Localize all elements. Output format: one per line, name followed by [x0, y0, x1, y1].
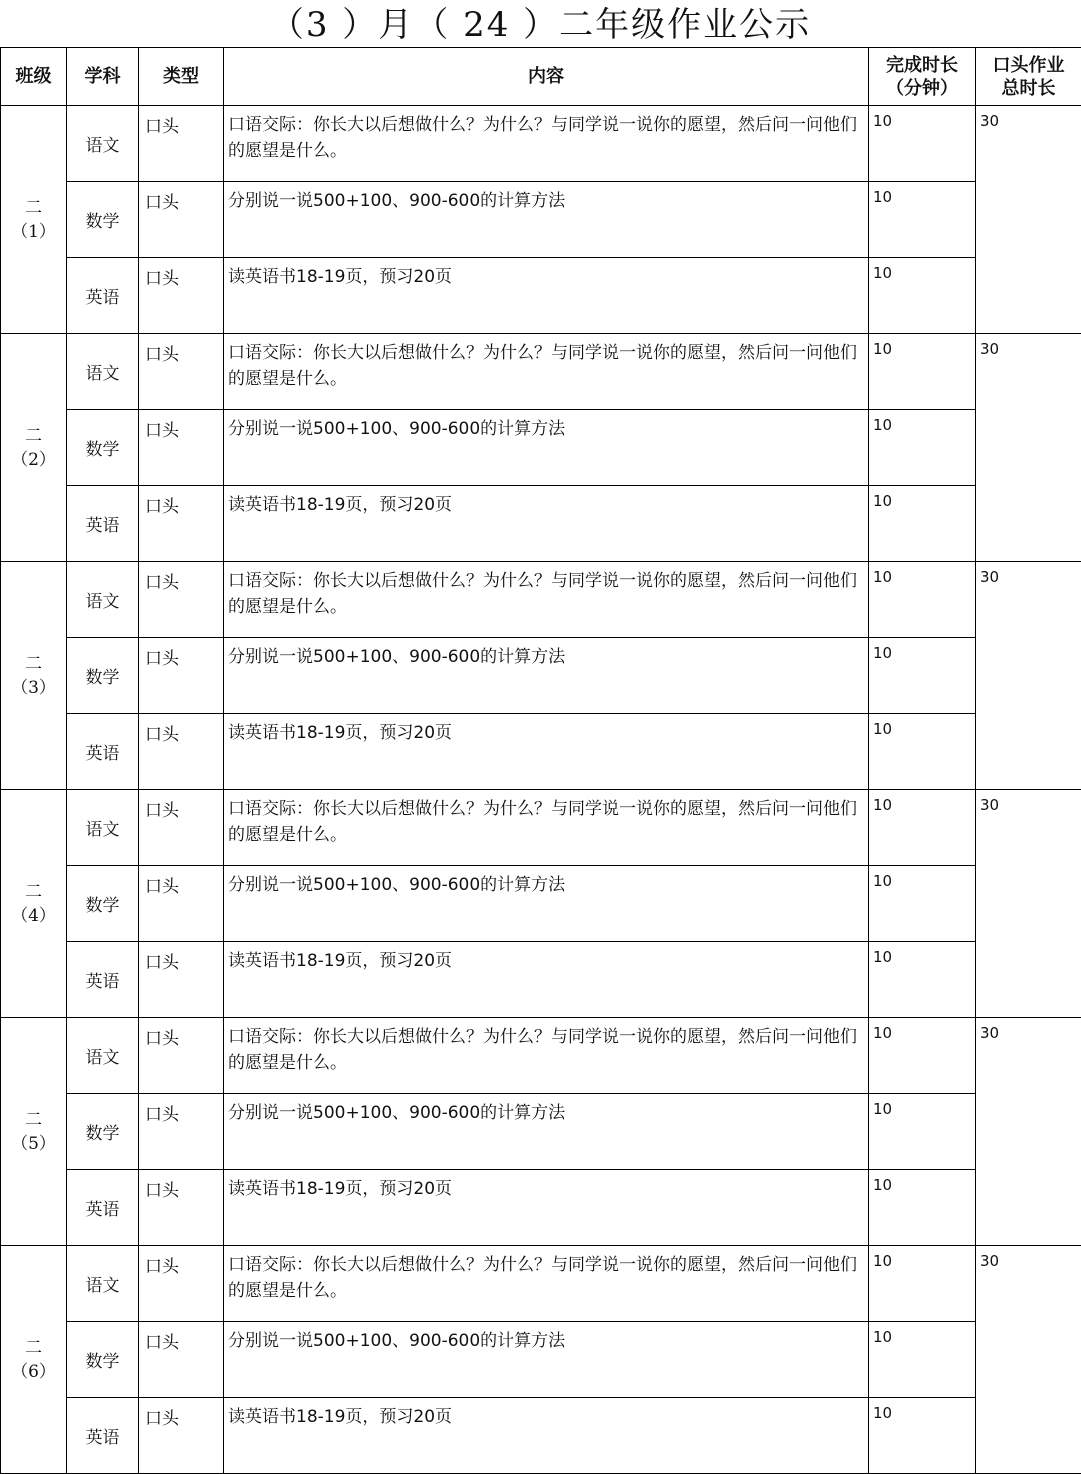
content-cell: 读英语书18-19页，预习20页 [224, 258, 869, 334]
class-number: （2） [1, 448, 66, 472]
type-cell: 口头 [139, 106, 224, 182]
type-cell: 口头 [139, 866, 224, 942]
header-subject: 学科 [67, 48, 139, 106]
table-row [1, 1170, 1081, 1246]
table-row [1, 790, 1081, 866]
content-cell: 口语交际：你长大以后想做什么？为什么？与同学说一说你的愿望，然后问一问他们的愿望是什么。 [224, 790, 869, 866]
subject-cell: 数学 [67, 866, 139, 942]
class-cell [1, 334, 67, 562]
minutes-cell: 10 [869, 1322, 976, 1398]
table-row [1, 1094, 1081, 1170]
subject-cell: 语文 [67, 1246, 139, 1322]
type-cell: 口头 [139, 562, 224, 638]
table-row [1, 1018, 1081, 1094]
subject-cell: 英语 [67, 258, 139, 334]
type-cell: 口头 [139, 1322, 224, 1398]
subject-cell: 数学 [67, 1322, 139, 1398]
minutes-cell: 10 [869, 866, 976, 942]
class-cell [1, 562, 67, 790]
class-grade: 二 [1, 880, 66, 904]
table-row [1, 486, 1081, 562]
content-cell: 分别说一说500+100、900-600的计算方法 [224, 410, 869, 486]
class-cell [1, 1246, 67, 1474]
content-cell: 读英语书18-19页，预习20页 [224, 942, 869, 1018]
class-number: （6） [1, 1360, 66, 1384]
class-number: （1） [1, 220, 66, 244]
class-grade: 二 [1, 424, 66, 448]
type-cell: 口头 [139, 714, 224, 790]
total-cell: 30 [976, 1018, 1081, 1246]
content-cell: 分别说一说500+100、900-600的计算方法 [224, 1094, 869, 1170]
type-cell: 口头 [139, 1018, 224, 1094]
content-cell: 分别说一说500+100、900-600的计算方法 [224, 638, 869, 714]
header-total-line2: 总时长 [976, 77, 1081, 100]
subject-cell: 数学 [67, 638, 139, 714]
total-cell: 30 [976, 562, 1081, 790]
type-cell: 口头 [139, 942, 224, 1018]
table-row [1, 182, 1081, 258]
type-cell: 口头 [139, 334, 224, 410]
subject-cell: 数学 [67, 1094, 139, 1170]
page-title: （3 ）月（ 24 ）二年级作业公示 [0, 0, 1081, 46]
minutes-cell: 10 [869, 334, 976, 410]
table-row [1, 258, 1081, 334]
subject-cell: 英语 [67, 1398, 139, 1474]
class-cell [1, 1018, 67, 1246]
content-cell: 口语交际：你长大以后想做什么？为什么？与同学说一说你的愿望，然后问一问他们的愿望是什么。 [224, 1246, 869, 1322]
homework-table [0, 47, 1081, 1474]
type-cell: 口头 [139, 790, 224, 866]
content-cell: 口语交际：你长大以后想做什么？为什么？与同学说一说你的愿望，然后问一问他们的愿望是什么。 [224, 106, 869, 182]
total-cell: 30 [976, 106, 1081, 334]
class-cell [1, 106, 67, 334]
table-row [1, 638, 1081, 714]
table-row [1, 410, 1081, 486]
class-grade: 二 [1, 196, 66, 220]
header-row [1, 48, 1081, 106]
type-cell: 口头 [139, 1170, 224, 1246]
content-cell: 口语交际：你长大以后想做什么？为什么？与同学说一说你的愿望，然后问一问他们的愿望是什么。 [224, 562, 869, 638]
minutes-cell: 10 [869, 182, 976, 258]
class-grade: 二 [1, 1108, 66, 1132]
subject-cell: 语文 [67, 106, 139, 182]
minutes-cell: 10 [869, 942, 976, 1018]
subject-cell: 语文 [67, 790, 139, 866]
subject-cell: 英语 [67, 1170, 139, 1246]
content-cell: 读英语书18-19页，预习20页 [224, 1398, 869, 1474]
type-cell: 口头 [139, 638, 224, 714]
total-cell: 30 [976, 790, 1081, 1018]
subject-cell: 数学 [67, 182, 139, 258]
total-cell: 30 [976, 1246, 1081, 1474]
class-number: （5） [1, 1132, 66, 1156]
minutes-cell: 10 [869, 638, 976, 714]
subject-cell: 英语 [67, 942, 139, 1018]
type-cell: 口头 [139, 182, 224, 258]
table-row [1, 942, 1081, 1018]
class-number: （3） [1, 676, 66, 700]
type-cell: 口头 [139, 258, 224, 334]
table-row [1, 1322, 1081, 1398]
type-cell: 口头 [139, 1398, 224, 1474]
header-type: 类型 [139, 48, 224, 106]
header-content: 内容 [224, 48, 869, 106]
class-cell [1, 790, 67, 1018]
subject-cell: 语文 [67, 334, 139, 410]
content-cell: 读英语书18-19页，预习20页 [224, 714, 869, 790]
type-cell: 口头 [139, 1246, 224, 1322]
table-row [1, 866, 1081, 942]
type-cell: 口头 [139, 1094, 224, 1170]
subject-cell: 英语 [67, 486, 139, 562]
minutes-cell: 10 [869, 1246, 976, 1322]
class-grade: 二 [1, 1336, 66, 1360]
minutes-cell: 10 [869, 258, 976, 334]
minutes-cell: 10 [869, 1018, 976, 1094]
subject-cell: 数学 [67, 410, 139, 486]
table-row [1, 334, 1081, 410]
content-cell: 分别说一说500+100、900-600的计算方法 [224, 182, 869, 258]
header-class: 班级 [1, 48, 67, 106]
header-duration-line1: 完成时长 [869, 54, 975, 77]
minutes-cell: 10 [869, 410, 976, 486]
table-body [1, 106, 1081, 1474]
total-cell: 30 [976, 334, 1081, 562]
header-duration-line2: （分钟） [869, 77, 975, 100]
header-total-line1: 口头作业 [976, 54, 1081, 77]
minutes-cell: 10 [869, 790, 976, 866]
content-cell: 读英语书18-19页，预习20页 [224, 1170, 869, 1246]
type-cell: 口头 [139, 410, 224, 486]
content-cell: 分别说一说500+100、900-600的计算方法 [224, 866, 869, 942]
content-cell: 口语交际：你长大以后想做什么？为什么？与同学说一说你的愿望，然后问一问他们的愿望是什么。 [224, 1018, 869, 1094]
type-cell: 口头 [139, 486, 224, 562]
table-row [1, 714, 1081, 790]
header-total [976, 48, 1081, 106]
table-row [1, 1246, 1081, 1322]
content-cell: 读英语书18-19页，预习20页 [224, 486, 869, 562]
table-row [1, 1398, 1081, 1474]
minutes-cell: 10 [869, 1094, 976, 1170]
class-grade: 二 [1, 652, 66, 676]
subject-cell: 英语 [67, 714, 139, 790]
minutes-cell: 10 [869, 714, 976, 790]
content-cell: 分别说一说500+100、900-600的计算方法 [224, 1322, 869, 1398]
header-duration [869, 48, 976, 106]
subject-cell: 语文 [67, 562, 139, 638]
subject-cell: 语文 [67, 1018, 139, 1094]
table-row [1, 106, 1081, 182]
minutes-cell: 10 [869, 1170, 976, 1246]
class-number: （4） [1, 904, 66, 928]
minutes-cell: 10 [869, 1398, 976, 1474]
minutes-cell: 10 [869, 562, 976, 638]
content-cell: 口语交际：你长大以后想做什么？为什么？与同学说一说你的愿望，然后问一问他们的愿望是什么。 [224, 334, 869, 410]
table-row [1, 562, 1081, 638]
minutes-cell: 10 [869, 486, 976, 562]
minutes-cell: 10 [869, 106, 976, 182]
